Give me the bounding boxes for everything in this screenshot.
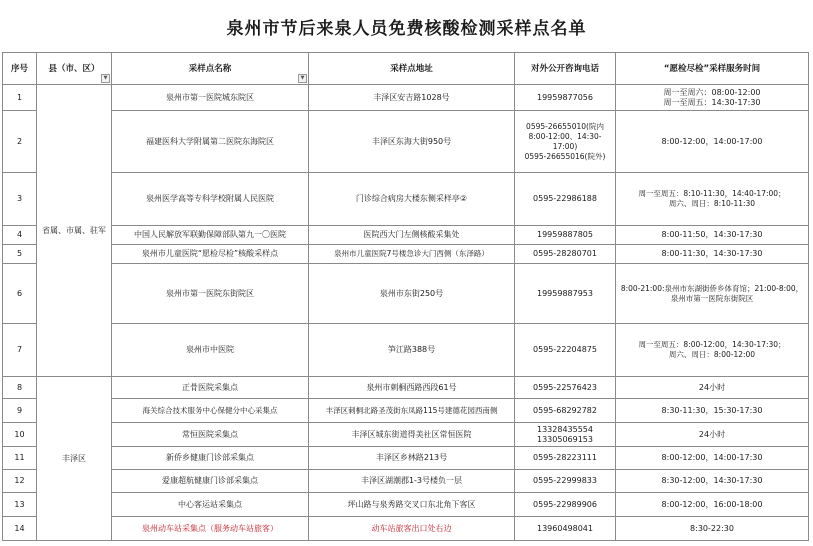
cell-hours: 8:00-12:00，14:00-17:00: [616, 111, 809, 173]
cell-address: 笋江路388号: [309, 324, 515, 377]
cell-site: 爱康超航健康门诊部采集点: [112, 470, 309, 493]
cell-hours: 周一至周五：8:10-11:30，14:40-17:00； 周六、周日：8:10-11:30: [616, 173, 809, 226]
table-row: [3, 399, 809, 423]
cell-site: 泉州医学高等专科学校附属人民医院: [112, 173, 309, 226]
cell-hours: 8:30-11:30，15:30-17:30: [616, 399, 809, 423]
header-no: 序号: [3, 53, 37, 85]
cell-phone: 0595-22986188: [515, 173, 616, 226]
cell-phone: 0595-68292782: [515, 399, 616, 423]
header-hours: “愿检尽检”采样服务时间: [616, 53, 809, 85]
cell-address: 坪山路与泉秀路交叉口东北角下客区: [309, 493, 515, 517]
table-row: [3, 264, 809, 324]
header-address: 采样点地址: [309, 53, 515, 85]
cell-site: 中心客运站采集点: [112, 493, 309, 517]
cell-hours: 8:00-21:00:泉州市东湖街侨乡体育馆；21:00-8:00，泉州市第一医院东街院区: [616, 264, 809, 324]
cell-no: 12: [3, 470, 37, 493]
cell-hours: 8:30-22:30: [616, 517, 809, 541]
cell-site: 泉州市第一医院城东院区: [112, 85, 309, 111]
cell-no: 2: [3, 111, 37, 173]
cell-no: 7: [3, 324, 37, 377]
cell-phone: 19959887805: [515, 226, 616, 245]
cell-site: 泉州市中医院: [112, 324, 309, 377]
filter-dropdown-icon[interactable]: ▼: [101, 74, 110, 83]
cell-address: 泉州市东街250号: [309, 264, 515, 324]
cell-no: 10: [3, 423, 37, 447]
cell-phone: 0595-22989906: [515, 493, 616, 517]
table-row: [3, 85, 809, 111]
cell-no: 6: [3, 264, 37, 324]
cell-site: 正骨医院采集点: [112, 377, 309, 399]
cell-address: 丰泽区东海大街950号: [309, 111, 515, 173]
cell-hours: 周一至周五：8:00-12:00，14:30-17:30； 周六、周日：8:00-12:00: [616, 324, 809, 377]
page-title: 泉州市节后来泉人员免费核酸检测采样点名单: [226, 18, 587, 39]
cell-hours: 8:00-12:00，14:00-17:30: [616, 447, 809, 470]
table-row: [3, 226, 809, 245]
cell-phone: 0595-28223111: [515, 447, 616, 470]
table-row: [3, 493, 809, 517]
cell-site: 新侨乡健康门诊部采集点: [112, 447, 309, 470]
cell-no: 4: [3, 226, 37, 245]
cell-address: 丰泽区安吉路1028号: [309, 85, 515, 111]
table-row: [3, 111, 809, 173]
cell-address: 丰泽区乡林路213号: [309, 447, 515, 470]
cell-address: 丰泽区城东街道得美社区常恒医院: [309, 423, 515, 447]
cell-no: 13: [3, 493, 37, 517]
cell-phone: 19959877056: [515, 85, 616, 111]
cell-hours: 8:00-11:50，14:30-17:30: [616, 226, 809, 245]
table-row: [3, 245, 809, 264]
table-row: [3, 324, 809, 377]
table-row: [3, 377, 809, 399]
cell-no: 3: [3, 173, 37, 226]
cell-address: 门诊综合病房大楼东侧采样亭②: [309, 173, 515, 226]
cell-address: 丰泽区湖潮郡1-3号楼负一层: [309, 470, 515, 493]
cell-site: 泉州市儿童医院“愿检尽检”核酸采样点: [112, 245, 309, 264]
cell-site: 中国人民解放军联勤保障部队第九一〇医院: [112, 226, 309, 245]
cell-phone: 13960498041: [515, 517, 616, 541]
cell-site: 常恒医院采集点: [112, 423, 309, 447]
table-row: [3, 517, 809, 541]
header-county[interactable]: 县（市、区） ▼: [37, 53, 112, 85]
sampling-site-table: [2, 52, 809, 541]
cell-hours: 24小时: [616, 377, 809, 399]
cell-address: 泉州市刺桐西路西段61号: [309, 377, 515, 399]
table-row: [3, 423, 809, 447]
cell-no: 8: [3, 377, 37, 399]
cell-site: 泉州市第一医院东街院区: [112, 264, 309, 324]
cell-hours: 周一至周六：08:00-12:00 周一至周五：14:30-17:30: [616, 85, 809, 111]
cell-phone: 0595-22999833: [515, 470, 616, 493]
cell-no: 5: [3, 245, 37, 264]
cell-no: 14: [3, 517, 37, 541]
cell-address: 泉州市儿童医院7号楼急诊大门西侧（东泽路）: [309, 245, 515, 264]
header-site[interactable]: 采样点名称 ▼: [112, 53, 309, 85]
cell-hours: 24小时: [616, 423, 809, 447]
cell-phone: 0595-28280701: [515, 245, 616, 264]
cell-phone: 0595-22204875: [515, 324, 616, 377]
cell-hours: 8:00-12:00，16:00-18:00: [616, 493, 809, 517]
cell-hours: 8:00-11:30，14:30-17:30: [616, 245, 809, 264]
table-row: [3, 173, 809, 226]
cell-hours: 8:30-12:00，14:30-17:30: [616, 470, 809, 493]
cell-site: 福建医科大学附属第二医院东海院区: [112, 111, 309, 173]
cell-no: 11: [3, 447, 37, 470]
cell-phone: 0595-22576423: [515, 377, 616, 399]
cell-site: 泉州动车站采集点（服务动车站旅客）: [112, 517, 309, 541]
cell-address: 动车站旅客出口处右边: [309, 517, 515, 541]
header-row: [3, 53, 809, 85]
header-phone: 对外公开咨询电话: [515, 53, 616, 85]
cell-county-group: 丰泽区: [37, 377, 112, 541]
cell-phone: 0595-26655010(院内 8:00-12:00、14:30- 17:00) 0595-26655016(院外): [515, 111, 616, 173]
cell-county-group: 省属、市属、驻军: [37, 85, 112, 377]
cell-address: 医院西大门左侧核酸采集处: [309, 226, 515, 245]
table-row: [3, 447, 809, 470]
cell-site: 海关综合技术服务中心保健分中心采集点: [112, 399, 309, 423]
cell-phone: 19959887953: [515, 264, 616, 324]
cell-address: 丰泽区刺桐北路圣茂街东凤路115号建德花园西南侧: [309, 399, 515, 423]
filter-dropdown-icon[interactable]: ▼: [298, 74, 307, 83]
table-row: [3, 470, 809, 493]
cell-no: 1: [3, 85, 37, 111]
cell-no: 9: [3, 399, 37, 423]
cell-phone: 13328435554 13305069153: [515, 423, 616, 447]
